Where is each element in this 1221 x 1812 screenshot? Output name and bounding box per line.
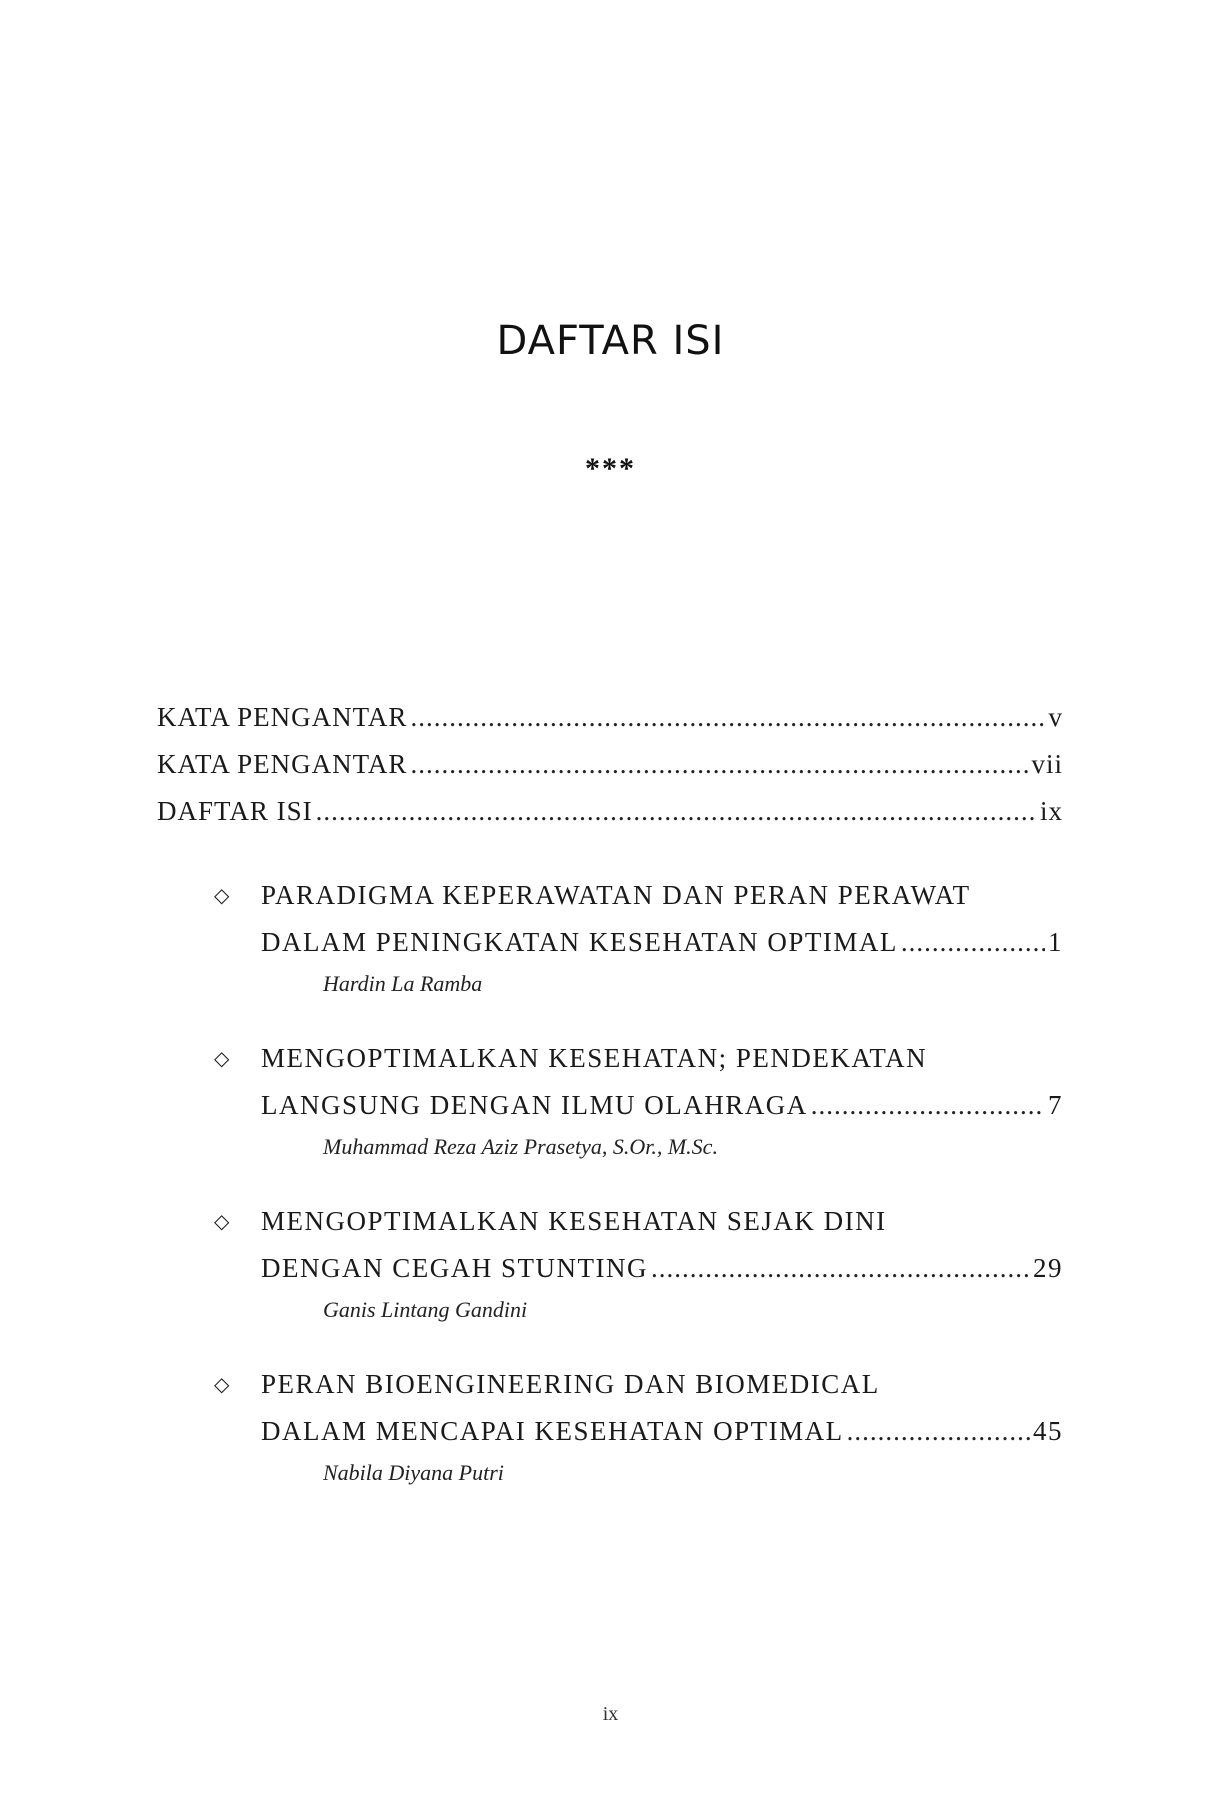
chapter-author: Nabila Diyana Putri <box>323 1460 504 1485</box>
toc-entry-page: vii <box>1031 749 1063 779</box>
toc-entry-label: DAFTAR ISI <box>157 796 313 826</box>
diamond-outline-icon: ◇ <box>214 883 231 907</box>
chapter-title-line2: LANGSUNG DENGAN ILMU OLAHRAGA <box>261 1090 808 1120</box>
dot-leader <box>651 1245 1030 1292</box>
chapter-title-line1: MENGOPTIMALKAN KESEHATAN SEJAK DINI <box>261 1206 887 1236</box>
chapter-title-line1: PARADIGMA KEPERAWATAN DAN PERAN PERAWAT <box>261 880 971 910</box>
page-title: DAFTAR ISI <box>496 318 725 364</box>
chapter-page: 7 <box>1048 1090 1063 1120</box>
diamond-outline-icon: ◇ <box>214 1372 231 1396</box>
chapter-entry <box>214 872 1063 1002</box>
chapter-page: 45 <box>1033 1416 1063 1446</box>
diamond-outline-icon: ◇ <box>214 1046 231 1070</box>
section-ornament: *** <box>585 452 636 485</box>
toc-entry-label: KATA PENGANTAR <box>157 702 408 732</box>
front-matter-list <box>157 694 1063 835</box>
diamond-outline-icon: ◇ <box>214 1209 231 1233</box>
chapter-author: Hardin La Ramba <box>323 971 483 996</box>
chapter-entry <box>214 1361 1063 1491</box>
chapter-entry <box>214 1198 1063 1328</box>
dot-leader <box>316 788 1037 835</box>
chapter-title-line1: PERAN BIOENGINEERING DAN BIOMEDICAL <box>261 1369 880 1399</box>
chapter-title-line2: DALAM MENCAPAI KESEHATAN OPTIMAL <box>261 1416 844 1446</box>
chapter-author: Muhammad Reza Aziz Prasetya, S.Or., M.Sc. <box>323 1134 718 1159</box>
dot-leader <box>811 1082 1045 1129</box>
chapter-author: Ganis Lintang Gandini <box>323 1297 528 1322</box>
chapter-title-line2: DALAM PENINGKATAN KESEHATAN OPTIMAL <box>261 927 898 957</box>
dot-leader <box>847 1408 1030 1455</box>
chapter-title-line2: DENGAN CEGAH STUNTING <box>261 1253 648 1283</box>
dot-leader <box>901 919 1045 966</box>
toc-entry <box>157 694 1063 741</box>
toc-entry-label: KATA PENGANTAR <box>157 749 408 779</box>
page-number-footer: ix <box>602 1703 619 1725</box>
toc-entry-page: ix <box>1039 796 1063 826</box>
chapter-entry <box>214 1035 1063 1165</box>
toc-entry <box>157 741 1063 788</box>
dot-leader <box>410 694 1045 741</box>
toc-entry-page: v <box>1048 702 1063 732</box>
chapter-page: 29 <box>1033 1253 1063 1283</box>
chapter-page: 1 <box>1048 927 1063 957</box>
chapter-title-line1: MENGOPTIMALKAN KESEHATAN; PENDEKATAN <box>261 1043 928 1073</box>
toc-entry <box>157 788 1063 835</box>
dot-leader <box>410 741 1028 788</box>
